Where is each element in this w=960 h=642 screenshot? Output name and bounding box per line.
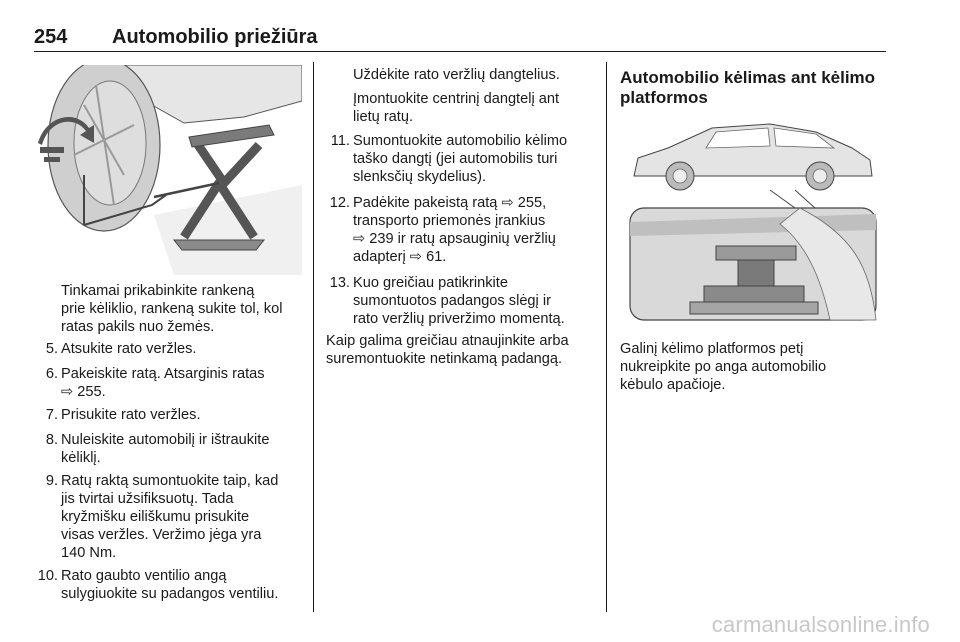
- list-item: 6. Pakeiskite ratą. Atsarginis ratas ⇨ 255.: [45, 366, 265, 400]
- page-number: 254: [34, 26, 68, 48]
- list-item: 5. Atsukite rato veržles.: [45, 341, 197, 357]
- lift-caption: Galinį kėlimo platformos petį nukreipkite po anga automobilio kėbulo apačioje.: [620, 341, 827, 393]
- list-item: 8. Nuleiskite automobilį ir ištraukite kėliklį.: [45, 432, 270, 466]
- lift-platform-illustration: [620, 114, 888, 324]
- page-header: [34, 26, 886, 52]
- section-title: Automobilio kėlimas ant kėlimo platformos: [620, 68, 876, 107]
- intro-line: Įmontuokite centrinį dangtelį ant lietų ratų.: [353, 91, 560, 125]
- list-item: 7. Prisukite rato veržles.: [45, 407, 201, 423]
- watermark: carmanualsonline.info: [711, 612, 930, 637]
- column-divider-1: [313, 62, 314, 612]
- list-item: 13. Kuo greičiau patikrinkite sumontuotos padangos slėgį ir rato veržlių priveržimo momentą.: [329, 275, 565, 327]
- jack-caption: Tinkamai prikabinkite rankeną prie kėliklio, rankeną sukite tol, kol ratas pakils nuo žemės.: [61, 283, 283, 335]
- intro-line: Uždėkite rato veržlių dangtelius.: [353, 67, 560, 83]
- page-title: Automobilio priežiūra: [112, 26, 318, 48]
- list-item: 9. Ratų raktą sumontuokite taip, kad jis tvirtai užsifiksuotų. Tada kryžmišku eiliškumu prisukite visas veržles. Veržimo jėga yra 140 Nm.: [45, 473, 279, 561]
- list-item: 11. Sumontuokite automobilio kėlimo taško dangtį (jei automobilis turi slenksčių skydelius).: [330, 133, 568, 185]
- column-divider-2: [606, 62, 607, 612]
- repair-note: Kaip galima greičiau atnaujinkite arba suremontuokite netinkamą padangą.: [326, 333, 569, 367]
- list-item: 10. Rato gaubto ventilio angą sulygiuokite su padangos ventiliu.: [37, 568, 279, 602]
- jack-illustration: [34, 65, 302, 275]
- list-item: 12. Padėkite pakeistą ratą ⇨ 255, transporto priemonės įrankius ⇨ 239 ir ratų apsauginių veržlių adapterį ⇨ 61.: [329, 195, 556, 265]
